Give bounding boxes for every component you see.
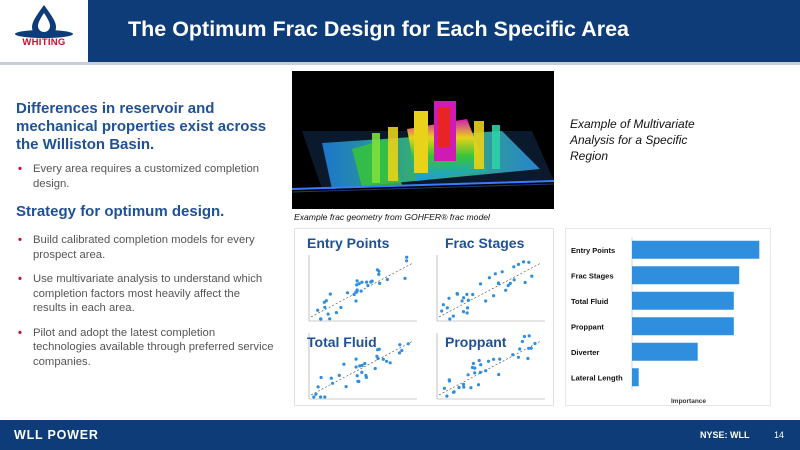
scatter-point: [452, 315, 455, 318]
scatter-plots: [295, 229, 553, 405]
heading-reservoir-differences: Differences in reservoir and mechanical properties exist across the Williston Basin.: [16, 100, 267, 153]
scatter-point: [403, 277, 406, 280]
header-bar: [0, 0, 800, 62]
scatter-point: [479, 371, 482, 374]
bullet-item: • Pilot and adopt the latest completion technologies available through preferred service companies.: [16, 326, 276, 370]
importance-bar: [632, 343, 698, 361]
scatter-point: [446, 306, 449, 309]
heading-strategy: Strategy for optimum design.: [16, 203, 225, 220]
scatter-point: [473, 371, 476, 374]
bullet-list-1: [16, 162, 276, 191]
scatter-point: [355, 358, 358, 361]
scatter-point: [443, 387, 446, 390]
importance-bar: [632, 317, 734, 335]
scatter-point: [471, 366, 474, 369]
scatter-point: [484, 299, 487, 302]
bar-category-label: Diverter: [571, 347, 600, 357]
scatter-point: [366, 284, 369, 287]
scatter-point: [325, 299, 328, 302]
scatter-point: [354, 299, 357, 302]
scatter-point: [533, 342, 536, 345]
scatter-point: [365, 281, 368, 284]
oil-drop-icon: [14, 4, 74, 38]
scatter-point: [518, 347, 521, 350]
scatter-point: [462, 383, 465, 386]
scatter-point: [501, 270, 504, 273]
scatter-point: [374, 367, 377, 370]
scatter-point: [327, 313, 330, 316]
scatter-point: [462, 310, 465, 313]
scatter-point: [382, 358, 385, 361]
frac-model-image: [292, 71, 554, 209]
scatter-point: [487, 360, 490, 363]
scatter-point: [527, 261, 530, 264]
scatter-label-frac-stages: Frac Stages: [445, 235, 525, 251]
scatter-point: [377, 270, 380, 273]
scatter-point: [405, 259, 408, 262]
scatter-point: [398, 343, 401, 346]
model-caption: Example frac geometry from GOHFER® frac model: [294, 212, 490, 222]
scatter-point: [498, 358, 501, 361]
bar-xaxis-label: Importance: [671, 398, 707, 405]
scatter-point: [365, 376, 368, 379]
scatter-point: [339, 306, 342, 309]
logo-wordmark: WHITING: [22, 37, 66, 48]
scatter-point: [360, 290, 363, 293]
scatter-point: [331, 382, 334, 385]
scatter-label-proppant: Proppant: [445, 334, 507, 350]
header-divider: [0, 62, 800, 65]
scatter-point: [355, 365, 358, 368]
scatter-point: [497, 282, 500, 285]
scatter-point: [342, 363, 345, 366]
scatter-point: [346, 291, 349, 294]
left-text-column: [16, 100, 276, 379]
scatter-point: [457, 386, 460, 389]
scatter-label-total-fluid: Total Fluid: [307, 334, 377, 350]
scatter-point: [517, 356, 520, 359]
scatter-point: [492, 358, 495, 361]
bullet-item: • Build calibrated completion models for every prospect area.: [16, 233, 276, 262]
scatter-point: [447, 297, 450, 300]
page-title: The Optimum Frac Design for Each Specific Area: [128, 17, 629, 41]
scatter-point: [466, 306, 469, 309]
scatter-point: [389, 361, 392, 364]
scatter-point: [511, 353, 514, 356]
bullet-item: • Use multivariate analysis to understand which completion factors most heavily affect the results in each area.: [16, 272, 276, 316]
scatter-point: [330, 377, 333, 380]
importance-bar: [632, 368, 639, 386]
scatter-point: [378, 282, 381, 285]
bar-category-label: Proppant: [571, 322, 604, 332]
scatter-point: [497, 373, 500, 376]
scatter-point: [472, 362, 475, 365]
scatter-point: [317, 385, 320, 388]
scatter-point: [363, 362, 366, 365]
importance-bar-chart: [565, 228, 771, 406]
scatter-point: [375, 355, 378, 358]
scatter-point: [385, 360, 388, 363]
scatter-point: [526, 357, 529, 360]
bar-category-label: Entry Points: [571, 245, 616, 255]
importance-bar: [632, 266, 739, 284]
scatter-trend-line: [439, 263, 541, 317]
scatter-point: [471, 293, 474, 296]
scatter-point: [377, 273, 380, 276]
scatter-point: [360, 371, 363, 374]
scatter-point: [522, 260, 525, 263]
scatter-point: [356, 288, 359, 291]
scatter-point: [356, 374, 359, 377]
bar-chart-svg: [566, 229, 770, 405]
scatter-point: [504, 289, 507, 292]
scatter-point: [478, 359, 481, 362]
scatter-point: [407, 342, 410, 345]
scatter-point: [345, 385, 348, 388]
footer-ticker: NYSE: WLL: [700, 430, 750, 440]
scatter-point: [323, 306, 326, 309]
scatter-point: [442, 303, 445, 306]
scatter-point: [440, 309, 443, 312]
scatter-point: [484, 369, 487, 372]
scatter-point: [521, 340, 524, 343]
scatter-point: [456, 292, 459, 295]
scatter-point: [488, 276, 491, 279]
scatter-point: [400, 349, 403, 352]
bar-category-label: Total Fluid: [571, 296, 609, 306]
scatter-point: [494, 272, 497, 275]
scatter-point: [467, 373, 470, 376]
bullet-list-2: [16, 233, 276, 369]
scatter-point: [467, 299, 470, 302]
scatter-point: [528, 334, 531, 337]
scatter-point: [492, 294, 495, 297]
scatter-point: [462, 296, 465, 299]
scatter-label-entry-points: Entry Points: [307, 235, 390, 251]
scatter-point: [469, 386, 472, 389]
scatter-point: [448, 379, 451, 382]
scatter-point: [513, 278, 516, 281]
bar-category-label: Frac Stages: [571, 271, 614, 281]
scatter-point: [312, 395, 315, 398]
scatter-point: [335, 311, 338, 314]
scatter-point: [512, 265, 515, 268]
scatter-point: [329, 293, 332, 296]
scatter-point: [319, 317, 322, 320]
scatter-point: [357, 380, 360, 383]
importance-bar: [632, 292, 734, 310]
scatter-point: [378, 348, 381, 351]
bullet-item: • Every area requires a customized completion design.: [16, 162, 276, 191]
page-number: 14: [774, 430, 785, 440]
scatter-point: [517, 263, 520, 266]
scatter-point: [462, 386, 465, 389]
scatter-point: [524, 281, 527, 284]
scatter-point: [323, 395, 326, 398]
scatter-plots-panel: [294, 228, 554, 406]
scatter-point: [356, 279, 359, 282]
company-logo: [0, 0, 88, 62]
footer-brand: WLL POWER: [14, 428, 99, 442]
scatter-point: [316, 309, 319, 312]
scatter-point: [405, 256, 408, 259]
scatter-point: [398, 351, 401, 354]
scatter-point: [319, 395, 322, 398]
scatter-point: [530, 275, 533, 278]
scatter-point: [479, 282, 482, 285]
scatter-point: [320, 376, 323, 379]
scatter-point: [314, 393, 317, 396]
scatter-point: [523, 335, 526, 338]
scatter-point: [453, 390, 456, 393]
scatter-point: [477, 383, 480, 386]
scatter-point: [461, 299, 464, 302]
scatter-point: [479, 363, 482, 366]
scatter-point: [466, 311, 469, 314]
scatter-point: [360, 281, 363, 284]
bar-category-label: Lateral Length: [571, 373, 623, 383]
scatter-point: [358, 282, 361, 285]
scatter-point: [338, 374, 341, 377]
multivariate-example-label: Example of Multivariate Analysis for a Specific Region: [570, 117, 695, 163]
footer-bar: [0, 420, 800, 450]
scatter-point: [371, 280, 374, 283]
scatter-point: [361, 364, 364, 367]
scatter-point: [465, 293, 468, 296]
scatter-point: [448, 317, 451, 320]
scatter-point: [386, 278, 389, 281]
scatter-point: [328, 317, 331, 320]
scatter-point: [530, 347, 533, 350]
importance-bar: [632, 241, 759, 259]
scatter-point: [509, 282, 512, 285]
scatter-point: [445, 395, 448, 398]
